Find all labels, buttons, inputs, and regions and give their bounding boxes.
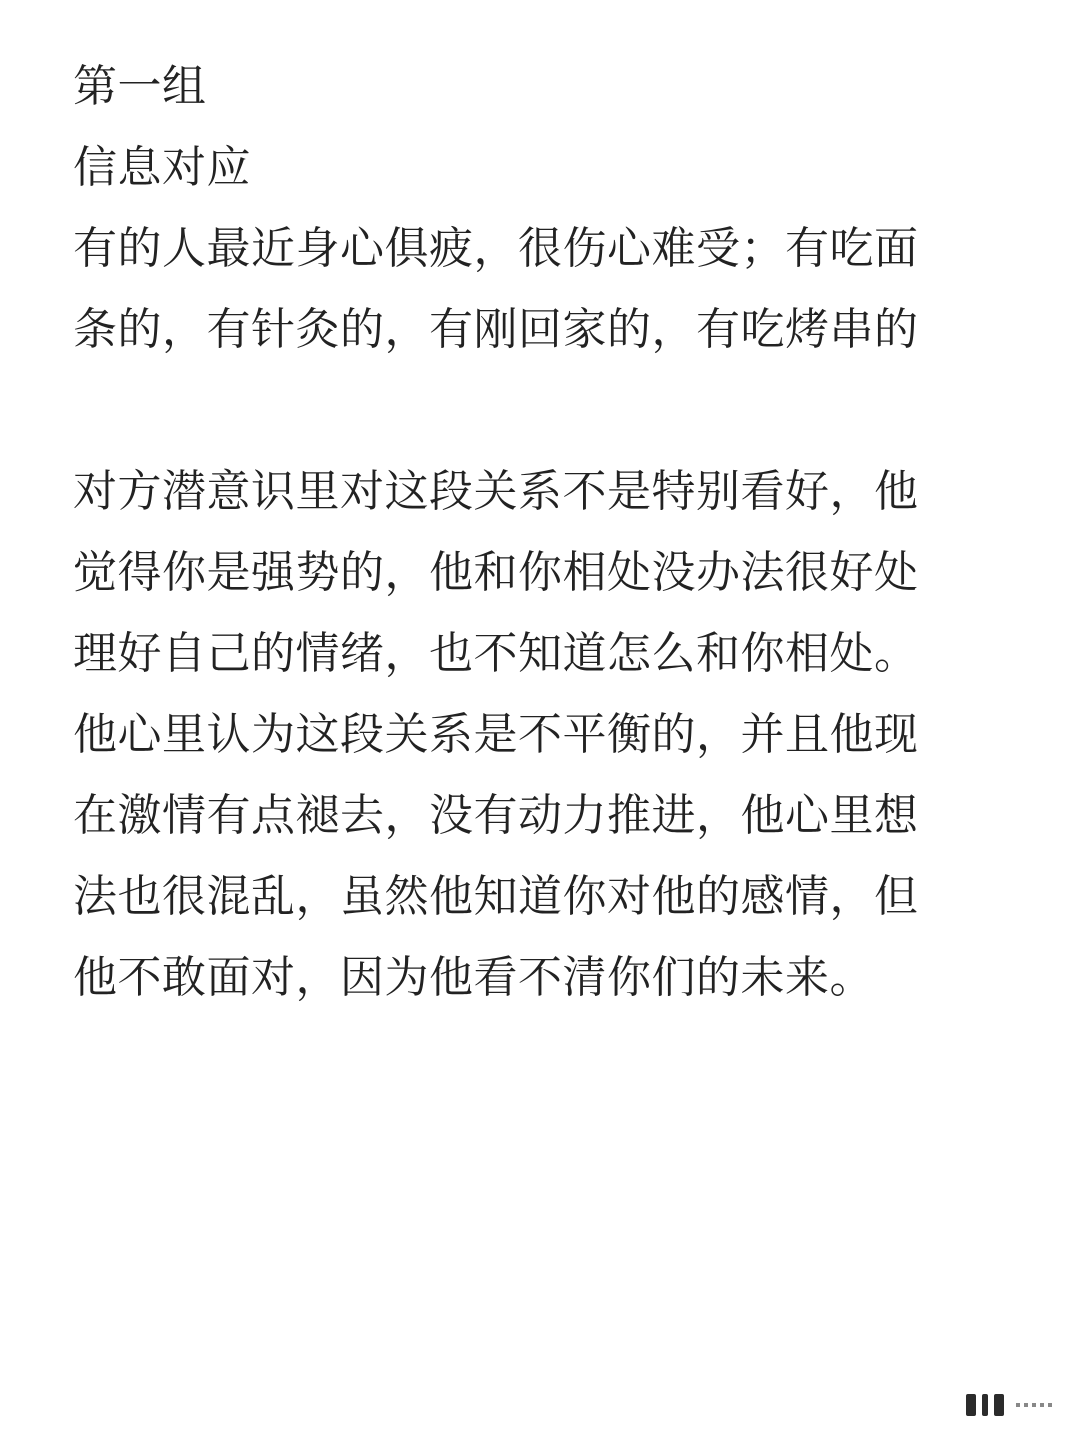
watermark-bar-icon: [982, 1394, 988, 1416]
watermark-bar-icon: [994, 1394, 1004, 1416]
paragraph-line: 他心里认为这段关系是不平衡的，并且他现: [73, 709, 919, 760]
group-title: 第一组: [73, 61, 207, 112]
paragraph-line: 条的，有针灸的，有刚回家的，有吃烤串的: [73, 304, 919, 355]
paragraph-line: 在激情有点褪去，没有动力推进，他心里想: [73, 790, 919, 841]
paragraph-line: 法也很混乱，虽然他知道你对他的感情，但: [73, 871, 919, 922]
paragraph-line: 理好自己的情绪，也不知道怎么和你相处。: [73, 628, 919, 679]
paragraph-line: 对方潜意识里对这段关系不是特别看好，他: [73, 466, 919, 517]
paragraph-line: 觉得你是强势的，他和你相处没办法很好处: [73, 547, 919, 598]
brand-watermark-icon: [966, 1394, 1056, 1416]
paragraph-spacer: [73, 370, 1020, 451]
watermark-bar-icon: [966, 1394, 976, 1416]
watermark-dots-icon: [1016, 1403, 1056, 1407]
paragraph-line: 有的人最近身心俱疲，很伤心难受；有吃面: [73, 223, 919, 274]
body-paragraph: [73, 451, 1020, 1018]
section-subtitle: 信息对应: [73, 142, 251, 193]
intro-paragraph: [73, 208, 1020, 370]
paragraph-line: 他不敢面对，因为他看不清你们的未来。: [73, 952, 874, 1003]
